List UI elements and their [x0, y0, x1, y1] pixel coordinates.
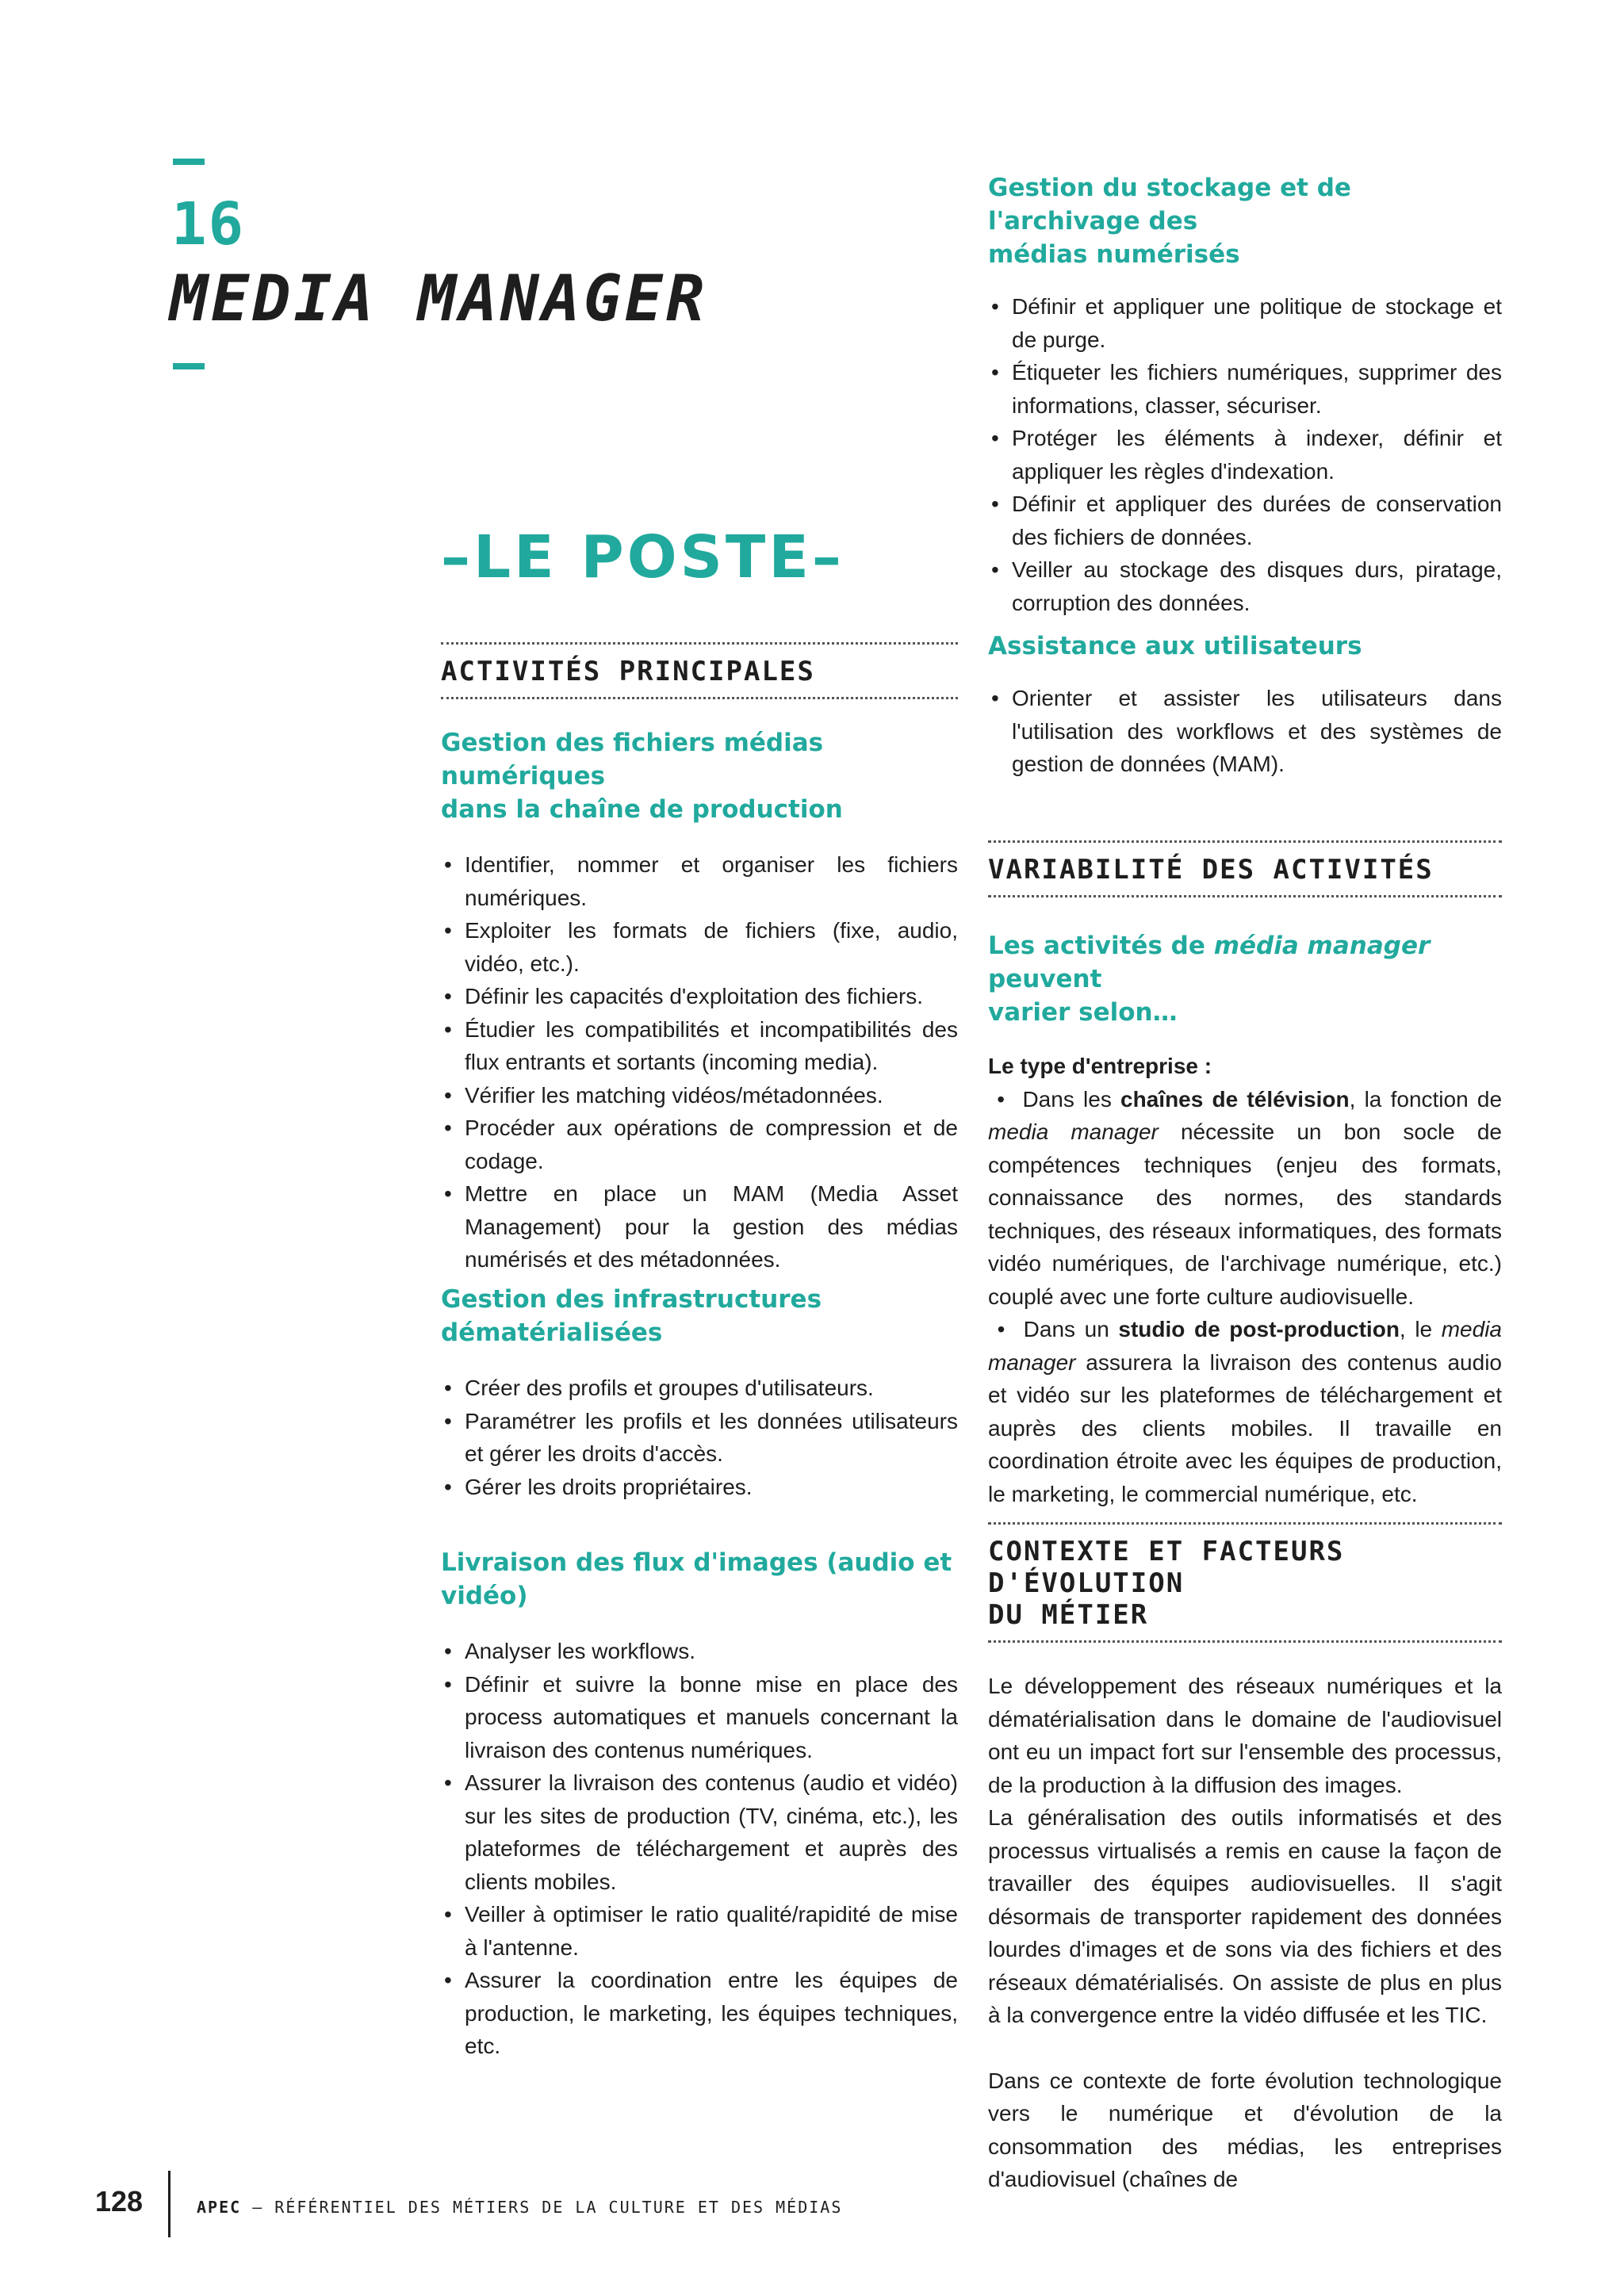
- list-item: • Veiller au stockage des disques durs, piratage, corruption des données.: [988, 553, 1502, 619]
- variabilite-subtitle: Les activités de média manager peuvent varier selon…: [988, 932, 1431, 1027]
- group-fichiers-medias: [441, 726, 958, 1276]
- list-item: • Vérifier les matching vidéos/métadonnées.: [441, 1079, 958, 1112]
- chapter-number: 16: [171, 190, 246, 258]
- list-item: • Identifier, nommer et organiser les fichiers numériques.: [441, 848, 958, 914]
- bullet-list: [988, 682, 1502, 781]
- list-item: • Étiqueter les fichiers numériques, supprimer des informations, classer, sécuriser.: [988, 356, 1502, 422]
- chapter-bottom-dash: [173, 363, 205, 369]
- chapter-top-dash: [173, 159, 205, 165]
- section-title-variabilite: VARIABILITÉ DES ACTIVITÉS: [988, 840, 1502, 897]
- contexte-paragraph-1: Le développement des réseaux numériques et la dématérialisation dans le domaine de l'audiovisuel ont eu un impact fort sur l'ensemble des processus, de la production à la diffusion des images.: [988, 1674, 1502, 1797]
- list-item: • Exploiter les formats de fichiers (fixe, audio, vidéo, etc.).: [441, 914, 958, 980]
- contexte-paragraph-2: La généralisation des outils informatisés et des processus virtualisés a remis en cause la façon de travailler des équipes audiovisuelles. Il s'agit désormais de transporter rapidement des données lourdes d'images et de sons via des fichiers et des réseaux dématérialisés. On assiste de plus en plus à la convergence entre la vidéo diffusée et les TIC.: [988, 1805, 1502, 2027]
- bullet-list: [441, 1635, 958, 2063]
- group-stockage: [988, 171, 1502, 619]
- footer-title: – RÉFÉRENTIEL DES MÉTIERS DE LA CULTURE ET DES MÉDIAS: [241, 2198, 843, 2217]
- list-item: • Paramétrer les profils et les données utilisateurs et gérer les droits d'accès.: [441, 1405, 958, 1471]
- type-label: Le type d'entreprise :: [988, 1054, 1212, 1078]
- list-item: • Étudier les compatibilités et incompatibilités des flux entrants et sortants (incoming media).: [441, 1013, 958, 1079]
- contexte-paragraph-3: Dans ce contexte de forte évolution technologique vers le numérique et d'évolution de la consommation des médias, les entreprises d'audiovisuel (chaînes de: [988, 2068, 1502, 2191]
- footer-divider: [168, 2171, 170, 2237]
- chapter-title: MEDIA MANAGER: [170, 262, 708, 335]
- list-item: • Mettre en place un MAM (Media Asset Management) pour la gestion des médias numérisés et des métadonnées.: [441, 1177, 958, 1276]
- group-title: Gestion du stockage et de l'archivage des médias numérisés: [988, 174, 1351, 269]
- list-item: • Définir et appliquer des durées de conservation des fichiers de données.: [988, 488, 1502, 553]
- list-item: • Analyser les workflows.: [441, 1635, 958, 1668]
- list-item: • Procéder aux opérations de compression et de codage.: [441, 1112, 958, 1177]
- group-title: Gestion des infrastructures dématérialisées: [441, 1285, 822, 1347]
- list-item: • Assurer la livraison des contenus (audio et vidéo) sur les sites de production (TV, cinéma, etc.), les plateformes de téléchargement et auprès des clients mobiles.: [441, 1766, 958, 1898]
- section-title-contexte: CONTEXTE ET FACTEURS D'ÉVOLUTION DU MÉTIER: [988, 1522, 1502, 1643]
- list-item: • Veiller à optimiser le ratio qualité/rapidité de mise à l'antenne.: [441, 1898, 958, 1964]
- list-item: • Assurer la coordination entre les équipes de production, le marketing, les équipes techniques, etc.: [441, 1964, 958, 2063]
- paragraph-post-production: • Dans un studio de post-production, le media manager assurera la livraison des contenus audio et vidéo sur les plateformes de téléchargement et auprès des clients mobiles. Il travaille en coordination étroite avec les équipes de production, le marketing, le commercial numérique, etc.: [988, 1317, 1502, 1506]
- group-title: Assistance aux utilisateurs: [988, 632, 1362, 660]
- group-title: Gestion des fichiers médias numériques dans la chaîne de production: [441, 729, 843, 824]
- list-item: • Orienter et assister les utilisateurs dans l'utilisation des workflows et des systèmes de gestion de données (MAM).: [988, 682, 1502, 781]
- section-variabilite: [988, 840, 1502, 1510]
- bullet-list: [441, 1372, 958, 1503]
- footer-caption: [197, 2198, 842, 2217]
- bullet-list: [988, 290, 1502, 619]
- group-infrastructures: [441, 1283, 958, 1503]
- section-title-activites: ACTIVITÉS PRINCIPALES: [441, 642, 958, 699]
- paragraph-television: • Dans les chaînes de télévision, la fonction de media manager nécessite un bon socle de compétences techniques (enjeu des formats, connaissance des normes, des standards techniques, des réseaux informatiques, des formats vidéo numériques, de l'archivage numérique, etc.) couplé avec une forte culture audiovisuelle.: [988, 1086, 1503, 1309]
- list-item: • Protéger les éléments à indexer, définir et appliquer les règles d'indexation.: [988, 422, 1502, 488]
- list-item: • Gérer les droits propriétaires.: [441, 1471, 958, 1504]
- page-number: 128: [95, 2185, 144, 2218]
- list-item: • Créer des profils et groupes d'utilisateurs.: [441, 1372, 958, 1405]
- list-item: • Définir les capacités d'exploitation des fichiers.: [441, 980, 958, 1013]
- list-item: • Définir et appliquer une politique de stockage et de purge.: [988, 290, 1502, 356]
- footer-brand: APEC: [197, 2198, 242, 2217]
- poste-heading: –LE POSTE–: [441, 523, 845, 591]
- group-assistance: [988, 629, 1502, 781]
- section-contexte: [988, 1522, 1502, 2196]
- list-item: • Définir et suivre la bonne mise en place des process automatiques et manuels concernant la livraison des contenus numériques.: [441, 1668, 958, 1767]
- group-title: Livraison des flux d'images (audio et vidéo): [441, 1548, 952, 1610]
- bullet-list: [441, 848, 958, 1276]
- group-livraison: [441, 1546, 958, 2063]
